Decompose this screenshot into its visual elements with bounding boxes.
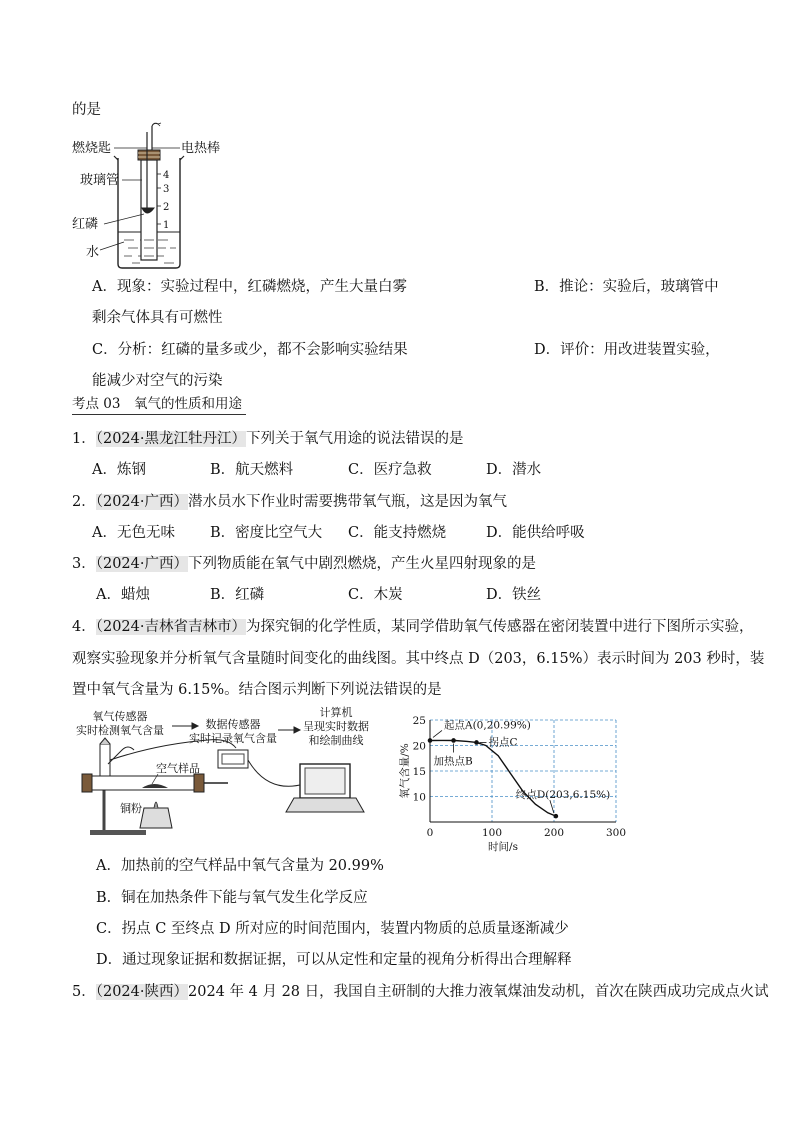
recorder-label-1: 数据传感器	[205, 718, 261, 731]
q2-option-d: D．能供给呼吸	[486, 525, 585, 541]
computer-label-2: 呈现实时数据	[303, 720, 369, 733]
question-1	[72, 429, 464, 449]
question-number: 2．	[72, 494, 96, 510]
copper-apparatus-figure	[68, 704, 398, 840]
q1-option-d: D．潜水	[486, 462, 542, 478]
annotation-end-d: 终点D(203,6.15%)	[515, 789, 611, 802]
question-number: 1．	[72, 431, 96, 447]
q4-option-b: B．铜在加热条件下能与氧气发生化学反应	[96, 890, 368, 906]
q2-option-a: A．无色无味	[92, 525, 175, 541]
y-tick-label: 25	[412, 715, 426, 727]
question-source: （2024·吉林省吉林市）	[95, 619, 246, 635]
question-stem: 2024 年 4 月 28 日，我国自主研制的大推力液氧煤油发动机，首次在陕西成功完成点火试	[188, 984, 769, 1000]
prev-option-b: B．推论：实验后，玻璃管中	[534, 279, 719, 295]
question-source: （2024·广西）	[95, 494, 188, 510]
sensor-label-1: 氧气传感器	[92, 710, 148, 723]
q1-option-a: A．炼钢	[92, 462, 146, 478]
label-glass-tube: 玻璃管	[80, 173, 120, 188]
question-number: 4．	[72, 619, 96, 635]
question-number: 3．	[72, 556, 96, 572]
q4-option-a: A．加热前的空气样品中氧气含量为 20.99%	[96, 858, 384, 874]
question-2	[72, 492, 507, 512]
air-sample-label: 空气样品	[156, 762, 200, 775]
q3-option-a: A．蜡烛	[96, 587, 150, 603]
label-red-phosphorus: 红磷	[72, 217, 99, 232]
prev-option-b-cont: 剩余气体具有可燃性	[92, 310, 223, 326]
prev-option-d: D．评价：用改进装置实验，	[534, 342, 720, 358]
scale-label-4: 4	[163, 170, 170, 181]
oxygen-content-chart	[396, 710, 636, 853]
question-source: （2024·黑龙江牡丹江）	[95, 431, 246, 447]
q1-option-c: C．医疗急救	[348, 462, 432, 478]
question-stem: 为探究铜的化学性质，某同学借助氧气传感器在密闭装置中进行下图所示实验，	[246, 619, 754, 635]
q2-option-b: B．密度比空气大	[210, 525, 323, 541]
q3-option-d: D．铁丝	[486, 587, 542, 603]
computer-label-3: 和绘制曲线	[308, 734, 364, 747]
sensor-label-2: 实时检测氧气含量	[76, 724, 164, 737]
computer-label-1: 计算机	[319, 706, 353, 719]
q3-option-c: C．木炭	[348, 587, 403, 603]
label-heating-rod: 电热棒	[181, 141, 221, 156]
intro-text: 的是	[72, 102, 101, 118]
scale-label-2: 2	[163, 202, 170, 213]
question-source: （2024·广西）	[95, 556, 188, 572]
y-tick-label: 15	[412, 766, 426, 778]
x-tick-label: 300	[605, 827, 627, 839]
q4-option-d: D．通过现象证据和数据证据，可以从定性和定量的视角分析得出合理解释	[96, 952, 572, 968]
question-number: 5．	[72, 984, 96, 1000]
prev-option-c: C．分析：红磷的量多或少，都不会影响实验结果	[92, 342, 408, 358]
annotation-heating-b: 加热点B	[433, 755, 473, 768]
q4-option-c: C．拐点 C 至终点 D 所对应的时间范围内，装置内物质的总质量逐渐减少	[96, 921, 569, 937]
point-c	[474, 740, 479, 745]
question-4-line1	[72, 617, 754, 637]
chart-y-axis-label: 氧气含量/%	[399, 743, 411, 799]
question-3	[72, 554, 536, 574]
oxygen-curve	[430, 740, 556, 816]
chart-x-axis-label: 时间/s	[488, 841, 518, 853]
scale-label-3: 3	[163, 184, 170, 195]
arrow-d	[550, 800, 554, 813]
question-stem: 下列关于氧气用途的说法错误的是	[246, 431, 464, 447]
question-4-line2: 观察实验现象并分析氧气含量随时间变化的曲线图。其中终点 D（203，6.15%）表示时间为 203 秒时，装	[72, 651, 765, 667]
question-stem: 下列物质能在氧气中剧烈燃烧，产生火星四射现象的是	[188, 556, 536, 572]
x-tick-label: 200	[543, 827, 565, 839]
x-tick-label: 0	[426, 827, 434, 839]
q2-option-c: C．能支持燃烧	[348, 525, 447, 541]
q3-option-b: B．红磷	[210, 587, 265, 603]
question-source: （2024·陕西）	[95, 984, 188, 1000]
scale-label-1: 1	[163, 220, 170, 231]
question-4-line3: 置中氧气含量为 6.15%。结合图示判断下列说法错误的是	[72, 682, 442, 698]
copper-powder-label: 铜粉	[120, 802, 142, 815]
annotation-start-a: 起点A(0,20.99%)	[444, 719, 531, 732]
question-stem: 潜水员水下作业时需要携带氧气瓶，这是因为氧气	[188, 494, 507, 510]
point-d	[554, 814, 559, 819]
point-b	[451, 738, 456, 743]
arrow-a	[433, 730, 442, 737]
phosphorus-apparatus-figure	[68, 122, 248, 274]
prev-option-a: A．现象：实验过程中，红磷燃烧，产生大量白雾	[92, 279, 407, 295]
y-tick-label: 10	[412, 791, 426, 804]
x-tick-label: 100	[481, 827, 503, 839]
section-title: 考点 03 氧气的性质和用途	[72, 394, 246, 415]
y-tick-label: 20	[412, 740, 426, 753]
q1-option-b: B．航天燃料	[210, 462, 294, 478]
question-5	[72, 982, 769, 1002]
label-spoon: 燃烧匙	[72, 141, 112, 156]
recorder-label-2: 实时记录氧气含量	[189, 732, 277, 745]
annotation-turning-c: 拐点C	[488, 736, 518, 749]
label-water: 水	[86, 245, 100, 260]
prev-option-d-cont: 能减少对空气的污染	[92, 373, 223, 389]
point-a	[428, 738, 433, 743]
